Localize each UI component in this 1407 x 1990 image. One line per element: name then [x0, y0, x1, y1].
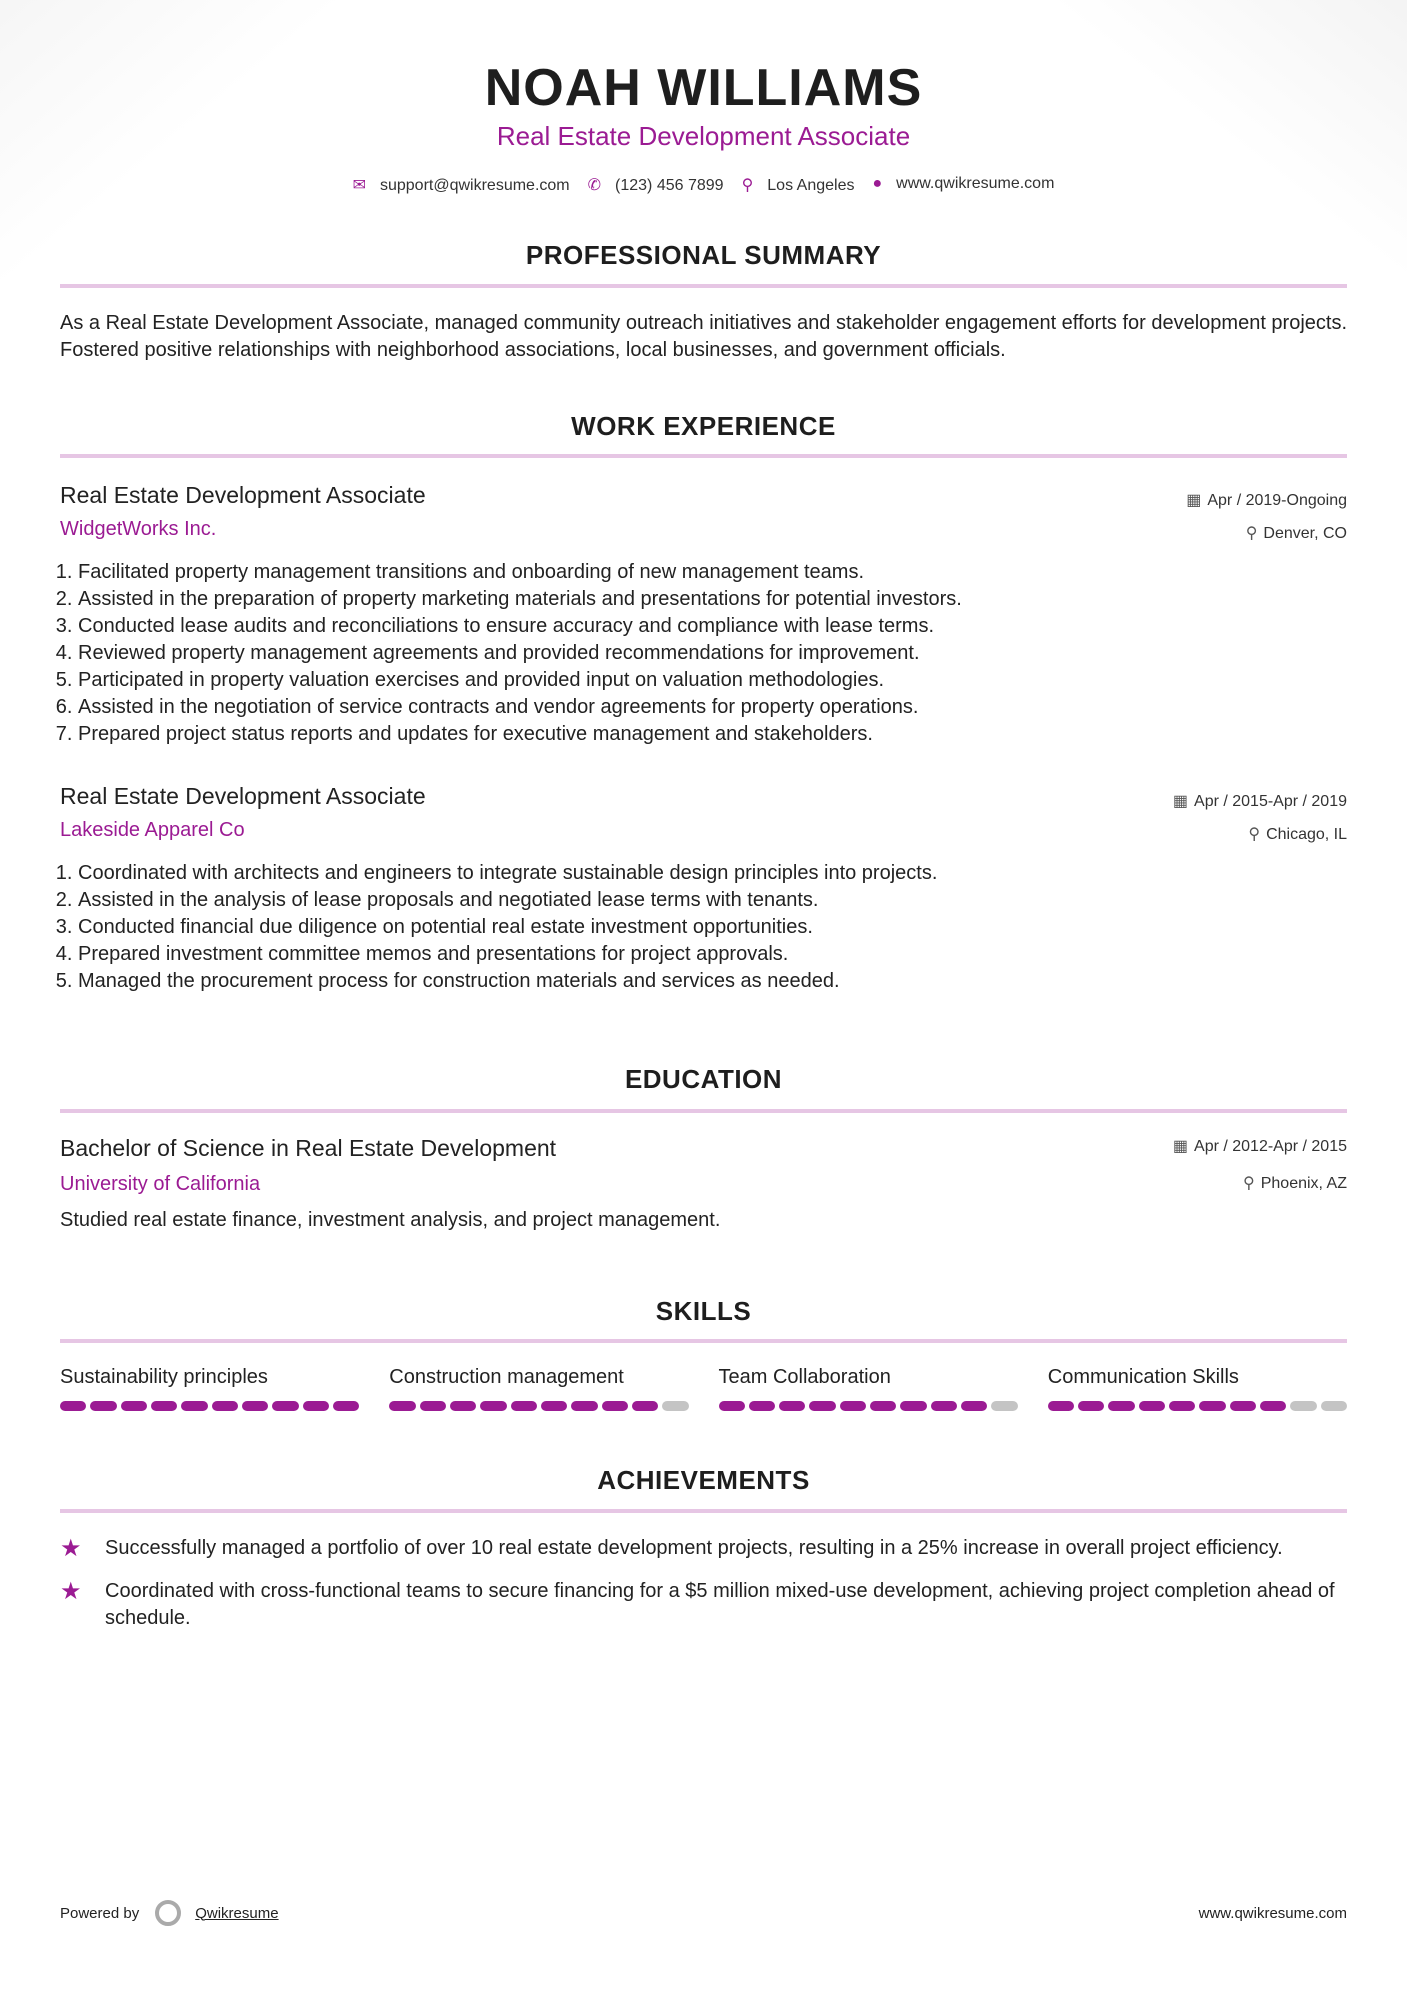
skill-level-segment	[151, 1401, 177, 1411]
skill-level-segment	[1321, 1401, 1347, 1411]
globe-icon: ●	[872, 175, 883, 192]
skill-level-segment	[931, 1401, 957, 1411]
skill-level-segment	[450, 1401, 476, 1411]
achievement-item	[60, 1535, 1347, 1562]
website[interactable]: www.qwikresume.com	[896, 175, 1055, 192]
skill-level-segment	[212, 1401, 238, 1411]
list-item: 1. Facilitated property management transitions and onboarding of new management teams.	[78, 559, 1347, 586]
phone-icon: ✆	[587, 177, 602, 194]
skill-level-segment	[420, 1401, 446, 1411]
degree: Bachelor of Science in Real Estate Development	[60, 1135, 557, 1161]
skill-name: Team Collaboration	[718, 1366, 891, 1388]
achievement-item	[60, 1578, 1347, 1632]
list-item: 5. Managed the procurement process for construction materials and services as needed.	[78, 968, 1347, 995]
list-item: 2. Assisted in the preparation of property marketing materials and presentations for potential investors.	[78, 586, 1347, 613]
skill-level-bar	[719, 1401, 1018, 1411]
skill-level-segment	[1199, 1401, 1225, 1411]
job-company: WidgetWorks Inc.	[60, 518, 217, 540]
section-heading-experience: WORK EXPERIENCE	[571, 411, 836, 441]
skill-level-segment	[181, 1401, 207, 1411]
skill-name: Sustainability principles	[60, 1366, 268, 1388]
skills-list	[60, 1366, 1347, 1411]
list-item: 4. Reviewed property management agreements and provided recommendations for improvement.	[78, 640, 1347, 667]
skill-level-segment	[809, 1401, 835, 1411]
calendar-icon: ▦	[1172, 793, 1189, 810]
pin-icon: ⚲	[1243, 1175, 1255, 1192]
calendar-icon: ▦	[1172, 1138, 1189, 1155]
divider	[60, 454, 1347, 458]
list-item: 7. Prepared project status reports and updates for executive management and stakeholders.	[78, 721, 1347, 748]
skill-name: Communication Skills	[1047, 1366, 1239, 1388]
achievement-text: Coordinated with cross-functional teams to secure financing for a $5 million mixed-use development, achieving project completion ahead of schedule.	[105, 1580, 1335, 1629]
skill-level-segment	[900, 1401, 926, 1411]
skill-level-segment	[840, 1401, 866, 1411]
skill-level-segment	[121, 1401, 147, 1411]
skill-level-segment	[870, 1401, 896, 1411]
skill-item	[60, 1366, 359, 1411]
contact-bar	[60, 175, 1347, 195]
skill-name: Construction management	[389, 1366, 624, 1388]
job-dates: Apr / 2019-Ongoing	[1207, 492, 1347, 509]
job-bullets	[60, 860, 1347, 995]
divider	[60, 1109, 1347, 1113]
star-icon: ★	[60, 1535, 82, 1562]
education-description: Studied real estate finance, investment analysis, and project management.	[60, 1209, 721, 1231]
powered-by-label: Powered by	[60, 1904, 140, 1922]
skill-level-segment	[632, 1401, 658, 1411]
skill-level-segment	[719, 1401, 745, 1411]
skill-item	[1048, 1366, 1347, 1411]
skill-level-segment	[749, 1401, 775, 1411]
list-item: 1. Coordinated with architects and engineers to integrate sustainable design principles into projects.	[78, 860, 1347, 887]
job-title: Real Estate Development Associate	[60, 783, 426, 809]
education-location: Phoenix, AZ	[1260, 1175, 1347, 1192]
school: University of California	[60, 1173, 261, 1195]
calendar-icon: ▦	[1186, 492, 1202, 509]
list-item: 3. Conducted lease audits and reconciliations to ensure accuracy and compliance with lease terms.	[78, 613, 1347, 640]
section-heading-skills: SKILLS	[655, 1296, 752, 1326]
skill-level-segment	[90, 1401, 116, 1411]
skill-level-bar	[1048, 1401, 1347, 1411]
job-location: Denver, CO	[1263, 525, 1347, 542]
location: Los Angeles	[767, 177, 855, 194]
brand-link[interactable]: Qwikresume	[195, 1904, 279, 1922]
skill-level-segment	[541, 1401, 567, 1411]
job-company: Lakeside Apparel Co	[60, 819, 245, 841]
skill-level-segment	[272, 1401, 298, 1411]
skill-level-segment	[242, 1401, 268, 1411]
star-icon: ★	[60, 1578, 82, 1605]
email[interactable]: support@qwikresume.com	[379, 177, 570, 194]
education-dates: Apr / 2012-Apr / 2015	[1194, 1138, 1347, 1155]
skill-level-segment	[779, 1401, 805, 1411]
skill-level-segment	[511, 1401, 537, 1411]
list-item: 3. Conducted financial due diligence on potential real estate investment opportunities.	[78, 914, 1347, 941]
skill-item	[719, 1366, 1018, 1411]
envelope-icon: ✉	[352, 177, 366, 194]
list-item: 4. Prepared investment committee memos and presentations for project approvals.	[78, 941, 1347, 968]
skill-level-segment	[991, 1401, 1017, 1411]
skill-level-segment	[1139, 1401, 1165, 1411]
summary-text: As a Real Estate Development Associate, managed community outreach initiatives and stakeholder engagement efforts for development projects. Fostered positive relationships with neighborhood associations, local businesses, and government officials.	[60, 312, 1348, 361]
map-pin-icon: ⚲	[741, 177, 754, 194]
skill-level-segment	[1078, 1401, 1104, 1411]
divider	[60, 1339, 1347, 1343]
footer	[60, 1900, 1347, 1926]
section-heading-summary: PROFESSIONAL SUMMARY	[525, 240, 882, 270]
divider	[60, 1509, 1347, 1513]
skill-level-segment	[1169, 1401, 1195, 1411]
skill-level-segment	[1108, 1401, 1134, 1411]
footer-website[interactable]: www.qwikresume.com	[1198, 1904, 1347, 1922]
skill-level-segment	[1290, 1401, 1316, 1411]
list-item: 6. Assisted in the negotiation of service contracts and vendor agreements for property operations.	[78, 694, 1347, 721]
qwikresume-logo-icon	[155, 1900, 181, 1926]
skill-level-segment	[602, 1401, 628, 1411]
skill-level-segment	[389, 1401, 415, 1411]
skill-level-bar	[389, 1401, 688, 1411]
skill-level-segment	[333, 1401, 359, 1411]
skill-level-segment	[60, 1401, 86, 1411]
candidate-name: NOAH WILLIAMS	[484, 59, 923, 117]
skill-level-bar	[60, 1401, 359, 1411]
skill-level-segment	[1230, 1401, 1256, 1411]
section-heading-education: EDUCATION	[624, 1064, 783, 1094]
skill-level-segment	[571, 1401, 597, 1411]
section-heading-achievements: ACHIEVEMENTS	[597, 1465, 810, 1495]
skill-level-segment	[480, 1401, 506, 1411]
candidate-title: Real Estate Development Associate	[496, 121, 911, 151]
phone: (123) 456 7899	[615, 177, 724, 194]
achievement-text: Successfully managed a portfolio of over 10 real estate development projects, resulting in a 25% increase in overall project efficiency.	[105, 1537, 1283, 1559]
divider	[60, 284, 1347, 288]
job-title: Real Estate Development Associate	[60, 482, 426, 508]
skill-level-segment	[1048, 1401, 1074, 1411]
skill-level-segment	[1260, 1401, 1286, 1411]
skill-level-segment	[303, 1401, 329, 1411]
skill-level-segment	[662, 1401, 688, 1411]
pin-icon: ⚲	[1248, 826, 1261, 843]
job-bullets	[60, 559, 1347, 748]
list-item: 5. Participated in property valuation exercises and provided input on valuation methodologies.	[78, 667, 1347, 694]
pin-icon: ⚲	[1245, 525, 1258, 542]
skill-level-segment	[961, 1401, 987, 1411]
list-item: 2. Assisted in the analysis of lease proposals and negotiated lease terms with tenants.	[78, 887, 1347, 914]
skill-item	[389, 1366, 688, 1411]
job-dates: Apr / 2015-Apr / 2019	[1194, 793, 1347, 810]
job-location: Chicago, IL	[1266, 826, 1347, 843]
